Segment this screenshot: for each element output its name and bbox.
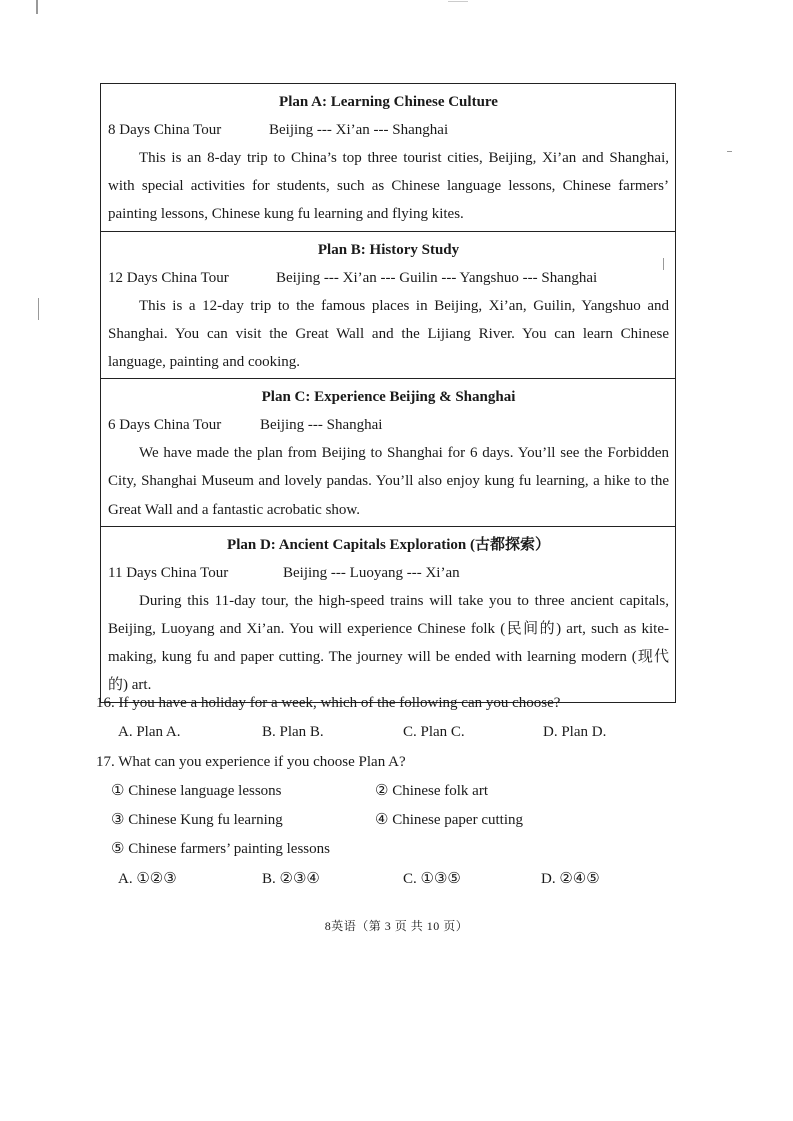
q16-option-d[interactable]: D. Plan D. bbox=[543, 724, 607, 740]
scan-mark bbox=[727, 151, 732, 152]
plan-days: 8 Days China Tour bbox=[108, 122, 222, 138]
q17-item-1: ① Chinese language lessons bbox=[111, 783, 282, 799]
plan-route: Beijing --- Luoyang --- Xi’an bbox=[283, 564, 460, 581]
question-16-stem: 16. If you have a holiday for a week, which of the following can you choose? bbox=[96, 695, 561, 711]
scan-mark bbox=[448, 1, 468, 2]
plan-description: This is an 8-day trip to China’s top three tourist cities, Beijing, Xi’an and Shanghai, with special activities for students, such as Chinese language lessons, Chinese farmers’ painting lessons, Chinese kung fu learning and flying kites. bbox=[108, 150, 669, 223]
plan-description: We have made the plan from Beijing to Shanghai for 6 days. You’ll see the Forbidden City, Shanghai Museum and lovely pandas. You’ll also enjoy kung fu learning, a hike to the Great Wall and a fantastic acrobatic show. bbox=[108, 445, 669, 518]
q16-option-b[interactable]: B. Plan B. bbox=[262, 724, 324, 740]
plan-meta bbox=[108, 116, 669, 144]
plan-d bbox=[101, 526, 675, 702]
plans-table bbox=[100, 83, 676, 703]
plan-title: Plan B: History Study bbox=[317, 241, 460, 258]
q17-option-b[interactable]: B. ②③④ bbox=[262, 871, 320, 887]
plan-title: Plan D: Ancient Capitals Exploration (古都探索） bbox=[227, 536, 550, 553]
page-footer: 8英语（第 3 页 共 10 页） bbox=[324, 919, 469, 933]
q17-item-5: ⑤ Chinese farmers’ painting lessons bbox=[111, 841, 330, 857]
q17-item-2: ② Chinese folk art bbox=[375, 783, 489, 799]
plan-b bbox=[101, 231, 675, 379]
plan-title: Plan C: Experience Beijing & Shanghai bbox=[261, 389, 516, 406]
plan-description: This is a 12-day trip to the famous places in Beijing, Xi’an, Guilin, Yangshuo and Shanghai. You can visit the Great Wall and the Lijiang River. You can learn Chinese language, painting and cooking. bbox=[108, 297, 669, 371]
plan-description: During this 11-day tour, the high-speed trains will take you to three ancient capitals, Beijing, Luoyang and Xi’an. You will experience Chinese folk (民间的) art, such as kite-making, kung fu and paper cutting. The journey will be ended with learning modern (现代的) art. bbox=[108, 592, 669, 694]
q17-option-a[interactable]: A. ①②③ bbox=[118, 871, 177, 887]
q17-item-4: ④ Chinese paper cutting bbox=[375, 812, 523, 828]
plan-meta bbox=[108, 559, 669, 587]
scan-mark bbox=[663, 258, 664, 270]
plan-a bbox=[101, 84, 675, 231]
scan-mark bbox=[38, 298, 39, 320]
q17-option-c[interactable]: C. ①③⑤ bbox=[403, 871, 461, 887]
scan-mark bbox=[36, 0, 38, 14]
plan-days: 6 Days China Tour bbox=[108, 417, 222, 434]
plan-route: Beijing --- Xi’an --- Guilin --- Yangshuo --- Shanghai bbox=[276, 269, 598, 286]
q17-option-d[interactable]: D. ②④⑤ bbox=[541, 871, 600, 887]
plan-meta bbox=[108, 264, 669, 292]
plan-c bbox=[101, 378, 675, 526]
plan-days: 12 Days China Tour bbox=[108, 269, 229, 286]
question-17-stem: 17. What can you experience if you choose Plan A? bbox=[96, 754, 406, 770]
plan-days: 11 Days China Tour bbox=[108, 564, 229, 581]
q16-option-c[interactable]: C. Plan C. bbox=[403, 724, 465, 740]
plan-meta bbox=[108, 411, 669, 439]
q16-option-a[interactable]: A. Plan A. bbox=[118, 724, 181, 740]
plan-route: Beijing --- Shanghai bbox=[260, 417, 383, 434]
q17-item-3: ③ Chinese Kung fu learning bbox=[111, 812, 283, 828]
plan-route: Beijing --- Xi’an --- Shanghai bbox=[269, 122, 449, 138]
plan-title: Plan A: Learning Chinese Culture bbox=[279, 94, 498, 110]
